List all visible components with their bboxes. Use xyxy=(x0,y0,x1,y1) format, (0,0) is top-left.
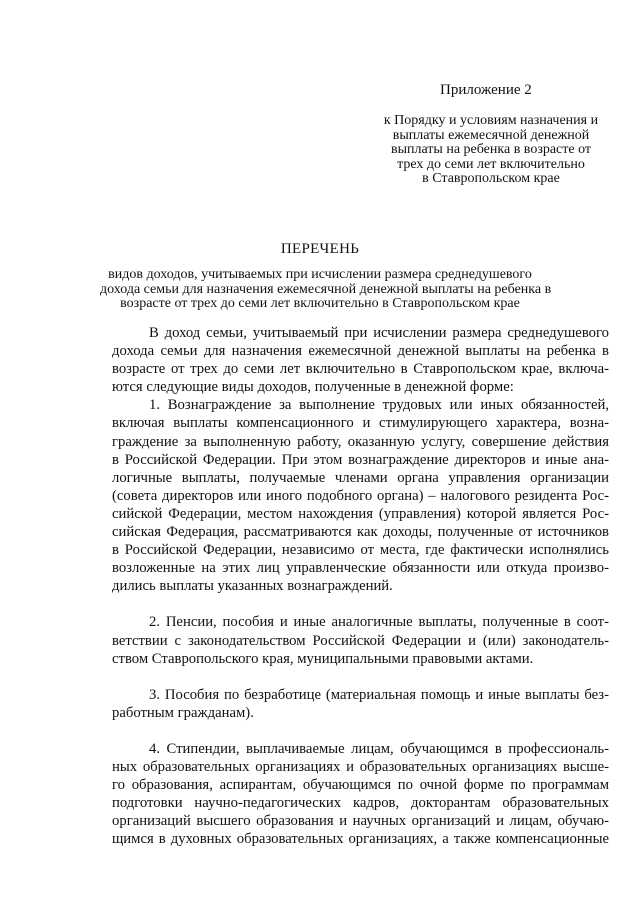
paragraph-line: щимся в духовных образовательных организациях, а также компенсационные xyxy=(112,831,609,848)
appendix-reference-line: выплаты на ребенка в возрасте от xyxy=(390,142,592,157)
paragraph-line: ством Ставропольского края, муниципальными правовыми актами. xyxy=(112,650,534,667)
paragraph-line: дохода семьи для назначения ежемесячной денежной выплаты на ребенка в xyxy=(112,343,609,360)
appendix-reference-line: выплаты ежемесячной денежной xyxy=(392,127,590,143)
paragraph-line: сийской Федерации, местом нахождения (управления) которой является Рос- xyxy=(112,505,609,522)
item-4-paragraph xyxy=(112,740,609,849)
paragraph-line: 3. Пособия по безработице (материальная помощь и иные выплаты без- xyxy=(149,686,609,703)
appendix-reference-line: в Ставропольском крае xyxy=(422,171,560,186)
paragraph-line: ветствии с законодательством Российской Федерации и (или) законодатель- xyxy=(112,632,609,649)
paragraph-line: ются следующие виды доходов, полученные в денежной форме: xyxy=(112,379,514,396)
paragraph-line: в Российской Федерации. При этом вознаграждение директоров и иные ана- xyxy=(112,451,609,468)
paragraph-line: В доход семьи, учитываемый при исчислении размера среднедушевого xyxy=(149,325,609,341)
paragraph-line: возложенные на этих лиц управленческие обязанности или откуда произво- xyxy=(112,560,609,577)
subtitle-line: видов доходов, учитываемых при исчислении размера среднедушевого xyxy=(108,267,532,282)
paragraph-line: граждение за выполненную работу, оказанную услугу, совершение действия xyxy=(112,433,609,450)
paragraph-line: ных образовательных организациях и образовательных организациях высше- xyxy=(112,758,609,775)
paragraph-line: логичные выплаты, получаемые членами органа управления организации xyxy=(112,469,609,486)
document-subtitle xyxy=(100,267,552,312)
document-title: ПЕРЕЧЕНЬ xyxy=(280,241,360,257)
intro-paragraph xyxy=(112,324,609,396)
appendix-label: Приложение 2 xyxy=(440,82,532,98)
appendix-reference-line: трех до семи лет включительно xyxy=(397,156,585,172)
paragraph-line: возрасте от трех до семи лет включительно в Ставропольском крае, включа- xyxy=(112,361,609,378)
item-3-paragraph xyxy=(112,686,609,722)
item-1-paragraph xyxy=(112,396,609,595)
paragraph-line: (совета директоров или иного подобного органа) – налогового резидента Рос- xyxy=(112,487,609,504)
document-body xyxy=(112,324,609,848)
paragraph-line: 2. Пенсии, пособия и иные аналогичные выплаты, полученные в соот- xyxy=(149,614,609,631)
paragraph-line: 4. Стипендии, выплачиваемые лицам, обучающимся в профессиональ- xyxy=(149,740,609,757)
appendix-reference-line: к Порядку и условиям назначения и xyxy=(383,113,599,128)
subtitle-line: дохода семьи для назначения ежемесячной денежной выплаты на ребенка в xyxy=(100,281,552,297)
paragraph-line: в Российской Федерации, независимо от места, где фактически исполнялись xyxy=(112,542,609,559)
paragraph-line: сийская Федерация, рассматриваются как доходы, полученные от источников xyxy=(112,524,609,541)
item-2-paragraph xyxy=(112,613,609,667)
paragraph-line: включая выплаты компенсационного и стимулирующего характера, возна- xyxy=(112,415,609,432)
paragraph-line: подготовки научно-педагогических кадров, докторантам образовательных xyxy=(112,795,609,812)
subtitle-line: возрасте от трех до семи лет включительно в Ставропольском крае xyxy=(120,296,520,312)
paragraph-line: го образования, аспирантам, обучающимся по очной форме по программам xyxy=(112,777,609,794)
paragraph-line: дились выплаты указанных вознаграждений. xyxy=(112,578,393,595)
paragraph-line: работным гражданам). xyxy=(112,704,254,721)
paragraph-line: 1. Вознаграждение за выполнение трудовых или иных обязанностей, xyxy=(149,397,609,414)
appendix-reference xyxy=(362,114,620,187)
paragraph-line: организаций высшего образования и научных организаций и лицам, обучаю- xyxy=(112,813,609,830)
